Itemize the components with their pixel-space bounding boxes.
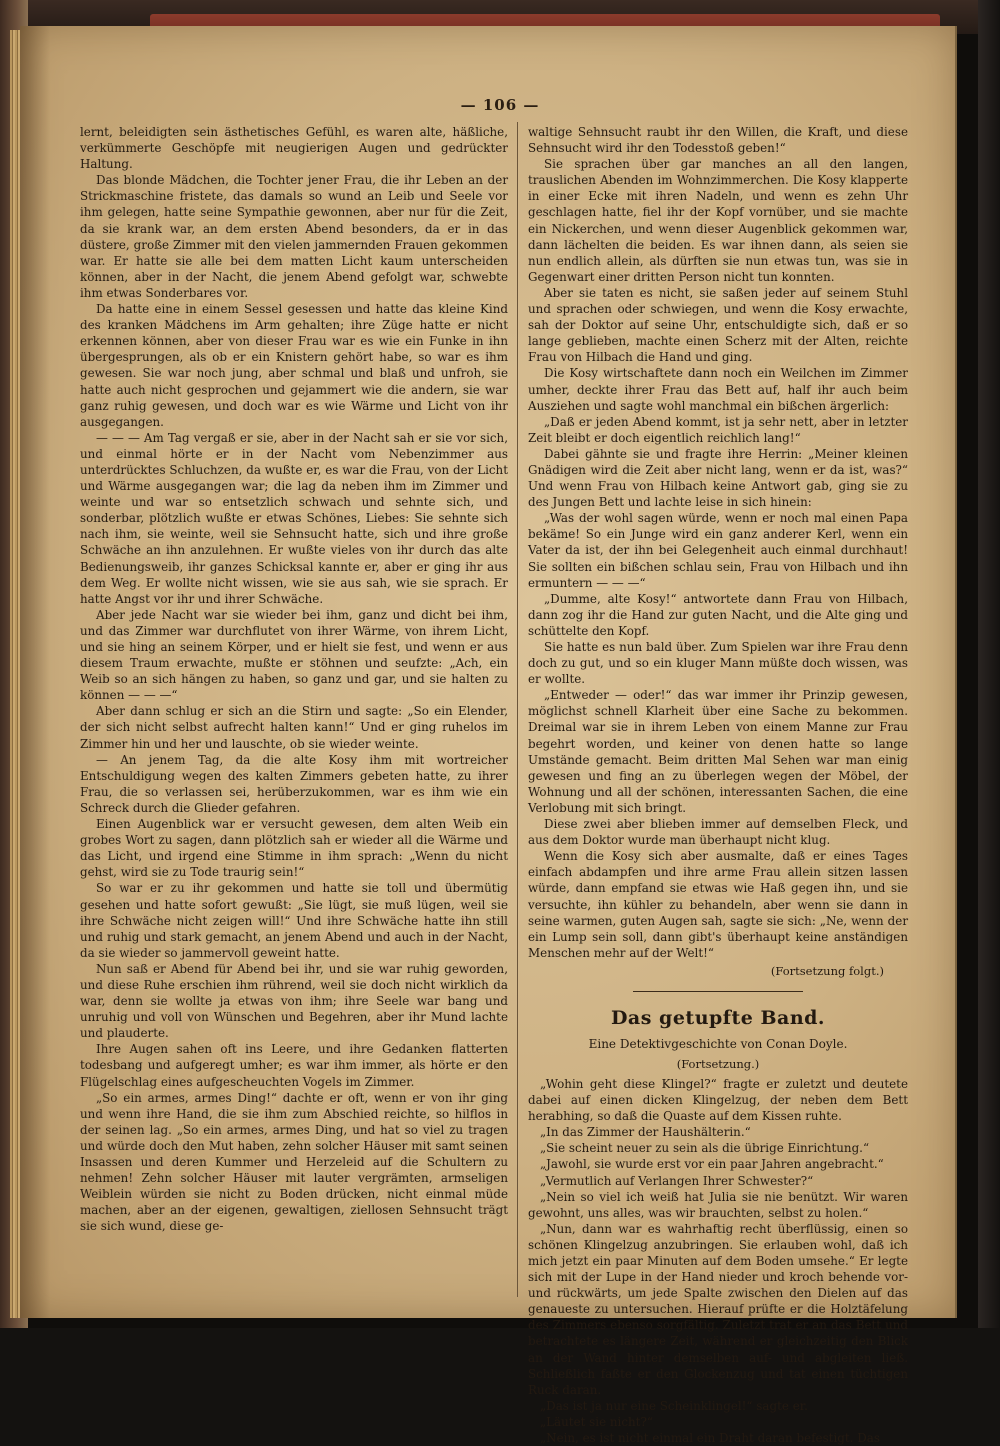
paragraph: Das blonde Mädchen, die Tochter jener Frau, die ihr Leben an der Strickmaschine fristete, das damals so wund an Leib und Seele vor ihm gelegen, hatte seine Sympathie gewonnen, aber nur für die Zeit, da sie krank war, an dem ersten Abend besonders, da er in das düstere, große Zimmer mit den vielen jammernden Frauen gekommen war. Er hatte sie alle bei dem matten Licht kaum unterscheiden können, aber in der Nacht, die jenem Abend gefolgt war, schwebte ihm etwas Sonderbares vor.: [80, 173, 508, 300]
paragraph: „Dumme, alte Kosy!“ antwortete dann Frau von Hilbach, dann zog ihr die Hand zur guten Nacht, und die Alte ging und schüttelte den Kopf.: [528, 591, 908, 638]
paragraph: Aber sie taten es nicht, sie saßen jeder auf seinem Stuhl und sprachen oder schwiegen, und wenn die Kosy erwachte, sah der Doktor auf seine Uhr, entschuldigte sich, daß er so lange geblieben, machte einen Scherz mit der Alten, reichte Frau von Hilbach die Hand und ging.: [528, 285, 908, 365]
paragraph: Dabei gähnte sie und fragte ihre Herrin: „Meiner kleinen Gnädigen wird die Zeit aber nicht lang, wenn er da ist, was?“ Und wenn Frau von Hilbach keine Antwort gab, ging sie zu des Jungen Bett und lachte leise in sich hinein:: [528, 446, 908, 510]
paragraph: Die Kosy wirtschaftete dann noch ein Weilchen im Zimmer umher, deckte ihrer Frau das Bett auf, half ihr auch beim Ausziehen und sagte wohl manchmal ein bißchen ärgerlich:: [528, 366, 908, 413]
continuation-note: (Fortsetzung folgt.): [770, 963, 884, 978]
paragraph: „Nein so viel ich weiß hat Julia sie nie benützt. Wir waren gewohnt, uns alles, was wir brauchten, selbst zu holen.“: [528, 1189, 908, 1220]
paragraph: „Was der wohl sagen würde, wenn er noch mal einen Papa bekäme! So ein Junge wird ein ganz anderer Kerl, wenn ein Vater da ist, der ihn bei Gelegenheit auch einmal durchhaut! Sie sollten ein bißchen schlau sein, Frau von Hilbach und ihn ermuntern — — —“: [528, 511, 908, 590]
paragraph: „Sie scheint neuer zu sein als die übrige Einrichtung.“: [540, 1141, 870, 1156]
gutter-shadow: [20, 26, 50, 1318]
paragraph: — — — Am Tag vergaß er sie, aber in der Nacht sah er sie vor sich, und einmal hörte er in der Nacht vom Nebenzimmer aus unterdrücktes Schluchzen, da wußte er, es war die Frau, von der Licht und Wärme ausgegangen war; die lag da neben ihm im Zimmer und weinte und war so entsetzlich schwach und sehnte sich, und sonderbar, plötzlich wußte er etwas Schönes, Liebes: Sie sehnte sich nach ihm, sie weinte, weil sie Sehnsucht hatte, sich und ihre große Schwäche an ihn anzulehnen. Er wußte vieles von ihr durch das alte Bedienungsweib, ihr ganzes Schicksal kannte er, aber er ging ihr aus dem Weg. Er wollte nicht wissen, wie sie aus sah, wie sie sprach. Er hatte Angst vor ihr und ihrer Schwäche.: [80, 430, 508, 606]
paragraph: Sie hatte es nun bald über. Zum Spielen war ihre Frau denn doch zu gut, und so ein kluger Mann müßte doch wissen, was er wollte.: [528, 640, 908, 687]
story-subtitle: Eine Detektivgeschichte von Conan Doyle.: [588, 1036, 848, 1051]
paragraph: — An jenem Tag, da die alte Kosy ihm mit wortreicher Entschuldigung wegen des kalten Zimmers gebeten hatte, zu ihrer Frau, die so verlassen sei, herüberzukommen, war es ihm wie ein Schreck durch die Glieder gefahren.: [80, 752, 508, 815]
story-title: Das getupfte Band.: [610, 1006, 826, 1029]
paragraph: „Wohin geht diese Klingel?“ fragte er zuletzt und deutete dabei auf einen dicken Klingelzug, der neben dem Bett herabhing, so daß die Quaste auf dem Kissen ruhte.: [528, 1076, 908, 1124]
section-separator: [633, 991, 803, 992]
left-column: [80, 124, 508, 1234]
paragraph: „Daß er jeden Abend kommt, ist ja sehr nett, aber in letzter Zeit bleibt er doch eigentlich reichlich lang!“: [528, 414, 908, 445]
paragraph: Einen Augenblick war er versucht gewesen, dem alten Weib ein grobes Wort zu sagen, dann plötzlich sah er wieder all die Wärme und das Licht, und irgend eine Stimme in ihm sprach: „Wenn du nicht gehst, wird sie zu Tode traurig sein!“: [80, 817, 508, 880]
paragraph: „Entweder — oder!“ das war immer ihr Prinzip gewesen, möglichst schnell Klarheit über eine Sache zu bekommen. Dreimal war sie in ihrem Leben von einem Manne zur Frau begehrt worden, und keiner von denen hatte so lange Umstände gemacht. Beim dritten Mal Sehen war man einig gewesen und fing an zu überlegen wegen der Möbel, der Wohnung und all der schönen, interessanten Sachen, die eine Verlobung mit sich bringt.: [528, 688, 908, 815]
paragraph: „Vermutlich auf Verlangen Ihrer Schwester?“: [540, 1173, 814, 1188]
paragraph: Nun saß er Abend für Abend bei ihr, und sie war ruhig geworden, und diese Ruhe erschien ihm rührend, weil sie doch nicht wirklich da war, denn sie wollte ja etwas von ihm; ihre Seele war bang und unruhig und voll von Wünschen und Begehren, aber ihr Mund lachte und plauderte.: [80, 961, 508, 1041]
paragraph: Aber jede Nacht war sie wieder bei ihm, ganz und dicht bei ihm, und das Zimmer war durchflutet von ihrer Wärme, von ihrem Licht, und sie hing an seinem Körper, und er hielt sie fest, und wenn er aus diesem Traum erwachte, mußte er stöhnen und seufzte: „Ach, ein Weib so an sich hängen zu haben, so ganz und gar, und sie halten zu können — — —“: [80, 607, 508, 703]
paragraph: So war er zu ihr gekommen und hatte sie toll und übermütig gesehen und hatte sofort gewußt: „Sie lügt, sie muß lügen, weil sie ihre Schwäche nicht zeigen will!“ Und ihre Schwäche hatte ihn still und ruhig und stark gemacht, an jenem Abend und auch in der Nacht, da sie wieder so jammervoll geweint hatte.: [80, 881, 508, 960]
paragraph: „Jawohl, sie wurde erst vor ein paar Jahren angebracht.“: [540, 1157, 884, 1172]
paragraph: „So ein armes, armes Ding!“ dachte er oft, wenn er von ihr ging und wenn ihre Hand, die sie ihm zum Abschied reichte, so hilflos in der seinen lag. „So ein armes, armes Ding, und hat so viel zu tragen und würde doch den Mut haben, zehn solcher Häuser mit samt seinen Insassen und deren Kummer und Herzeleid auf die Schultern zu nehmen! Zehn solcher Häuser mit lauter vergrämten, armseligen Weiblein würden sie nicht zu Boden drücken, nicht einmal müde machen, aber an der eigenen, gewaltigen, ziellosen Sehnsucht trägt sie sich wund, diese ge-: [80, 1090, 508, 1234]
paragraph: „Nein, es ist nicht einmal ein Draht daran befestigt. Das: [540, 1431, 880, 1446]
paragraph: „Läutet sie nicht?“: [540, 1414, 653, 1429]
paragraph: Ihre Augen sahen oft ins Leere, und ihre Gedanken flatterten todesbang und aufgeregt umher; es war ihm immer, als hörte er den Flügelschlag eines aufgescheuchten Vogels im Zimmer.: [80, 1042, 508, 1089]
paragraph: Da hatte eine in einem Sessel gesessen und hatte das kleine Kind des kranken Mädchens im Arm gehalten; ihre Züge hatte er nicht erkennen können, aber von dieser Frau war es wie ein Funke in ihn übergesprungen, als ob er ein Knistern gehört habe, so war es ihm gewesen. Sie war noch jung, aber schmal und blaß und unfroh, sie hatte auch nicht gesprochen und gejammert wie die andern, sie war ganz ruhig gewesen, und doch war es wie Wärme und Licht von ihr ausgegangen.: [80, 302, 508, 429]
book-right-edge: [978, 0, 1000, 1328]
paragraph: Wenn die Kosy sich aber ausmalte, daß er eines Tages einfach abdampfen und ihre arme Frau allein sitzen lassen würde, dann empfand sie etwas wie Haß gegen ihn, und sie versuchte, ihn kühler zu behandeln, aber wenn sie dann in seine warmen, guten Augen sah, sagte sie sich: „Ne, wenn der ein Lump sein soll, dann gibt's überhaupt keine anständigen Menschen mehr auf der Welt!“: [528, 849, 908, 960]
paragraph: Sie sprachen über gar manches an all den langen, trauslichen Abenden im Wohnzimmerchen. Die Kosy klapperte in einer Ecke mit ihren Nadeln, und wenn es zehn Uhr geschlagen hatte, fiel ihr der Kopf vornüber, und sie machte ein Nickerchen, und wenn dieser Augenblick gekommen war, dann lächelten die beiden. Es war ihnen dann, als seien sie nun endlich allein, als dürften sie nun etwas tun, was sie in Gegenwart einer dritten Person nicht tun konnten.: [528, 157, 908, 284]
paragraph: lernt, beleidigten sein ästhetisches Gefühl, es waren alte, häßliche, verkümmerte Geschöpfe mit neugierigen Augen und gedrückter Haltung.: [80, 125, 508, 172]
paragraph: „Das ist ja nur eine Scheinklingel!“ sagte er.: [540, 1398, 808, 1413]
page-number: — 106 —: [460, 96, 540, 114]
column-divider: [517, 122, 518, 1297]
paragraph: Diese zwei aber blieben immer auf demselben Fleck, und aus dem Doktor wurde man überhaupt nicht klug.: [528, 817, 908, 848]
paragraph: Aber dann schlug er sich an die Stirn und sagte: „So ein Elender, der sich nicht selbst aufrecht halten kann!“ Und er ging ruhelos im Zimmer hin und her und lauschte, ob sie wieder weinte.: [80, 704, 508, 751]
right-column: [528, 124, 908, 1446]
paragraph: „In das Zimmer der Haushälterin.“: [540, 1125, 751, 1140]
paragraph: „Nun, dann war es wahrhaftig recht überflüssig, einen so schönen Klingelzug anzubringen. Sie erlauben wohl, daß ich mich jetzt ein paar Minuten auf dem Boden umsehe.“ Er legte sich mit der Lupe in der Hand nieder und kroch behende vor- und rückwärts, um jede Spalte zwischen den Dielen auf das genaueste zu untersuchen. Hierauf prüfte er die Holztäfelung des Zimmers ebenso sorgfältig. Zuletzt trat er an das Bett und betrachtete es längere Zeit, während er gleichzeitig den Blick an der Wand hinter demselben auf- und abgleiten ließ. Schließlich faßte er den Glockenzug und tat einen tüchtigen Ruck daran.: [528, 1221, 908, 1397]
paragraph: waltige Sehnsucht raubt ihr den Willen, die Kraft, und diese Sehnsucht wird ihr den Todesstoß geben!“: [528, 125, 908, 156]
story-continued-label: (Fortsetzung.): [676, 1056, 760, 1071]
